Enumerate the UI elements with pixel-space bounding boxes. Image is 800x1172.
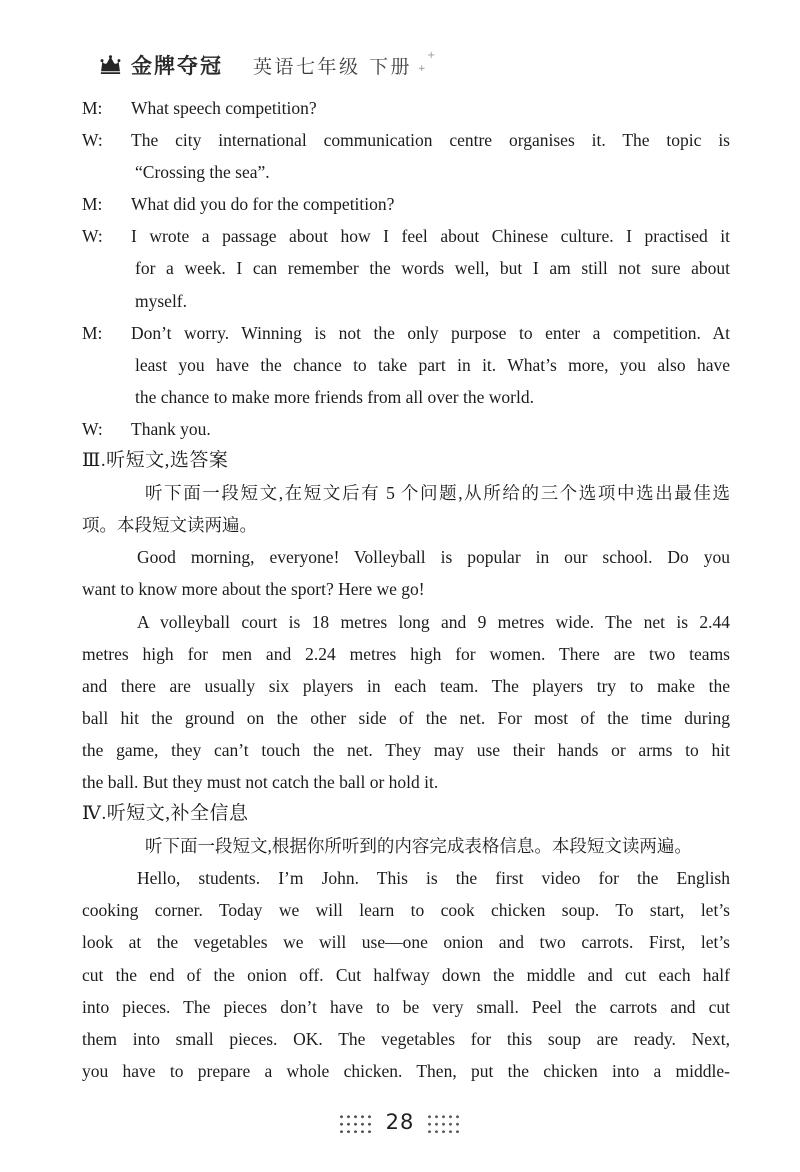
dialogue-text: Thank you. (131, 418, 211, 439)
speaker-label: W: (82, 226, 103, 247)
text-line: the ball. But they must not catch the ball or hold it. (82, 771, 439, 792)
speaker-label: W: (82, 418, 103, 439)
dialogue-line (82, 188, 730, 220)
brand-title: 金牌夺冠 (131, 54, 223, 78)
page-footer (0, 1104, 800, 1140)
text-line: least you have the chance to take part in it. What’s more, you also have (135, 354, 730, 375)
dialogue-text: What did you do for the competition? (131, 194, 395, 215)
dialogue-text: The city international communication centre organises it. The topic is (131, 130, 730, 151)
page-header (98, 50, 438, 80)
text-line: 听下面一段短文,在短文后有 5 个问题,从所给的三个选项中选出最佳选 (145, 483, 730, 504)
dialogue-line (82, 92, 730, 124)
text-line: the chance to make more friends from all over the world. (135, 386, 534, 407)
text-line: into pieces. The pieces don’t have to be very small. Peel the carrots and cut (82, 996, 730, 1017)
section-heading: Ⅲ.听短文,选答案 (82, 450, 229, 472)
transcript-text-block (82, 92, 730, 1087)
sparkle-icon: + (427, 50, 436, 61)
text-line: want to know more about the sport? Here we go! (82, 579, 425, 600)
text-line: 听下面一段短文,根据你所听到的内容完成表格信息。本段短文读两遍。 (145, 836, 692, 857)
sparkle-icon: + (418, 64, 426, 74)
text-line: myself. (135, 290, 188, 311)
text-line: and there are usually six players in each team. The players try to make the (82, 675, 730, 696)
text-line: for a week. I can remember the words well, but I am still not sure about (135, 258, 730, 279)
page-number: 28 (385, 1110, 415, 1134)
book-subtitle: 英语七年级 下册 (253, 55, 413, 78)
sparkle-marks (416, 52, 438, 78)
text-line: them into small pieces. OK. The vegetables for this soup are ready. Next, (82, 1028, 730, 1049)
dialogue-text: I wrote a passage about how I feel about Chinese culture. I practised it (131, 226, 730, 247)
text-line: cooking corner. Today we will learn to cook chicken soup. To start, let’s (82, 900, 730, 921)
speaker-label: M: (82, 322, 103, 343)
dot-pattern-left (337, 1112, 375, 1133)
text-line: ball hit the ground on the other side of the net. For most of the time during (82, 707, 730, 728)
text-line: you have to prepare a whole chicken. Then, put the chicken into a middle- (82, 1060, 730, 1081)
section-heading: Ⅳ.听短文,补全信息 (82, 803, 249, 825)
speaker-label: M: (82, 194, 103, 215)
text-line: Hello, students. I’m John. This is the first video for the English (137, 868, 730, 889)
text-line: metres high for men and 2.24 metres high for women. There are two teams (82, 643, 730, 664)
text-line: “Crossing the sea”. (135, 162, 270, 183)
text-line: A volleyball court is 18 metres long and 9 metres wide. The net is 2.44 (137, 611, 730, 632)
text-line: the game, they can’t touch the net. They may use their hands or arms to hit (82, 739, 730, 760)
dialogue-line (82, 220, 730, 252)
dot-pattern-right (425, 1112, 463, 1133)
dialogue-line (82, 124, 730, 156)
crown-icon (98, 54, 123, 76)
text-line: 项。本段短文读两遍。 (82, 515, 257, 536)
dialogue-line (82, 413, 730, 445)
speaker-label: M: (82, 98, 103, 118)
text-line: cut the end of the onion off. Cut halfway down the middle and cut each half (82, 964, 730, 985)
dialogue-text: What speech competition? (131, 98, 317, 118)
text-line: look at the vegetables we will use—one onion and two carrots. First, let’s (82, 932, 730, 953)
text-line: Good morning, everyone! Volleyball is popular in our school. Do you (137, 547, 730, 568)
speaker-label: W: (82, 130, 103, 151)
dialogue-text: Don’t worry. Winning is not the only purpose to enter a competition. At (131, 322, 730, 343)
dialogue-line (82, 317, 730, 349)
